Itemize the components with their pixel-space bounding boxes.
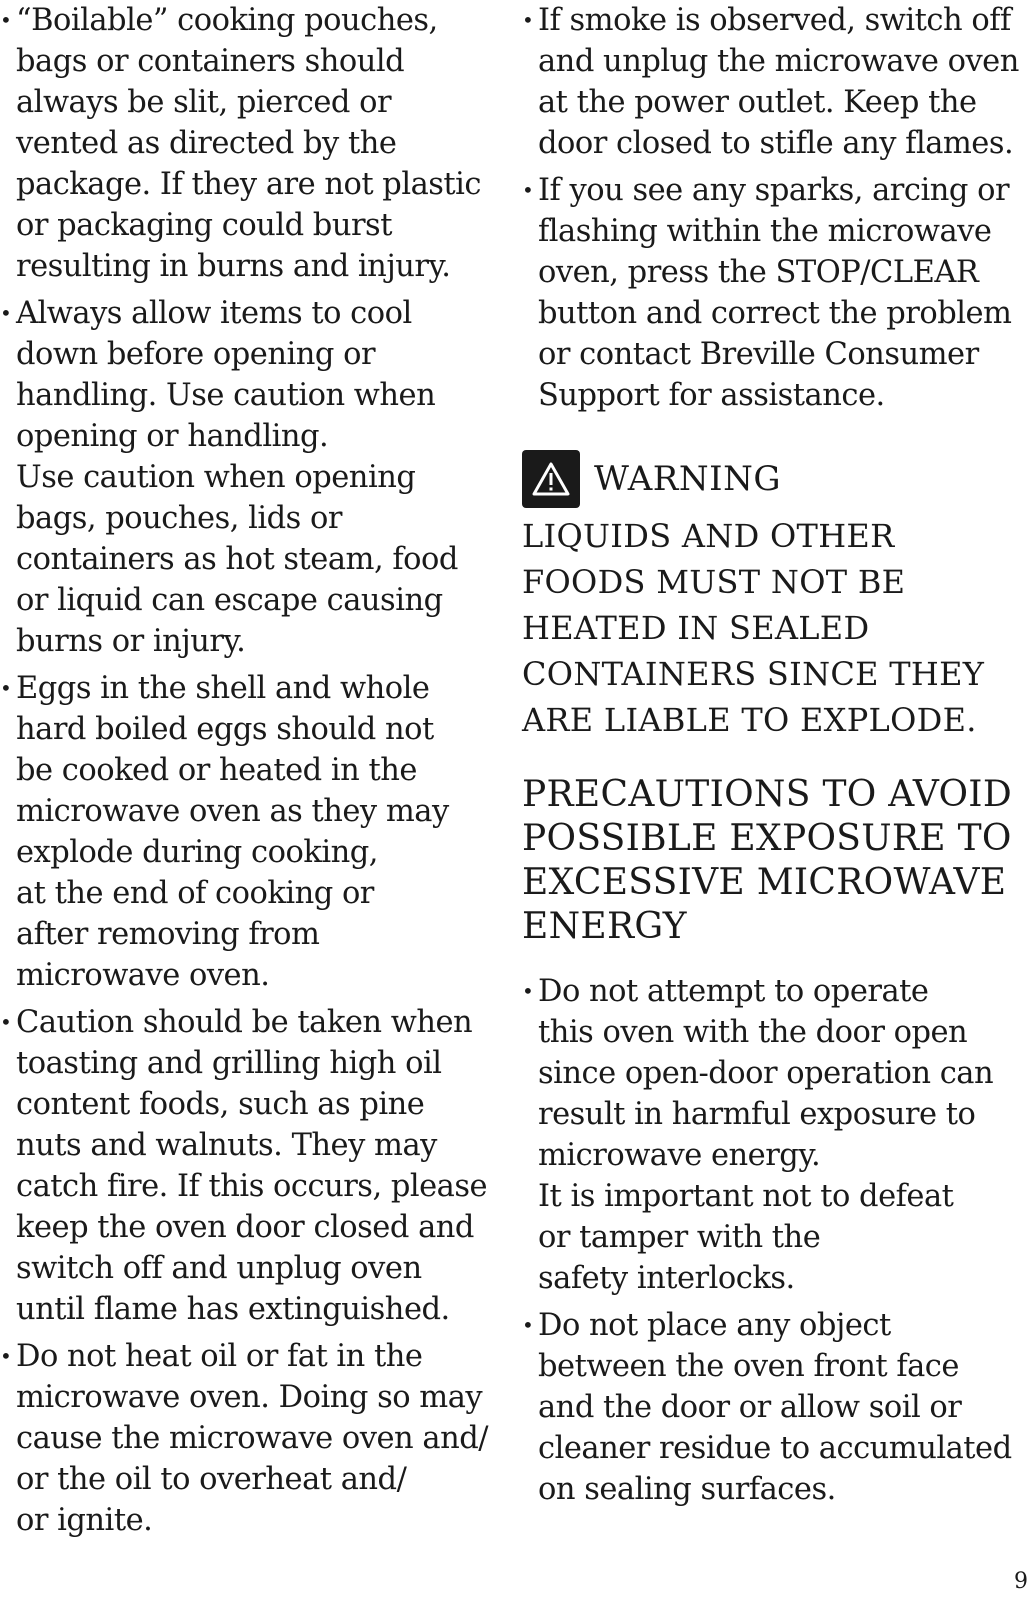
section-title: PRECAUTIONS TO AVOID POSSIBLE EXPOSURE TO EXCESSIVE MICROWAVE ENERGY — [522, 774, 1012, 947]
list-item: • Always allow items to cool down before opening or handling. Use caution when opening or handling. Use caution when opening bags, pouches, lids or containers as hot steam, food or liquid can escape causing burns or injury. — [0, 293, 500, 662]
left-column — [0, 0, 500, 1547]
list-item: • Do not heat oil or fat in the microwave oven. Doing so may cause the microwave oven and/ or the oil to overheat and/ or ignite. — [0, 1336, 500, 1541]
warning-label: WARNING — [594, 459, 781, 499]
list-item: • Do not attempt to operate this oven with the door open since open-door operation can result in harmful exposure to microwave energy. It is important not to defeat or tamper with the safety interlocks. — [522, 971, 1032, 1299]
page-number: 9 — [1014, 1569, 1028, 1594]
list-item: • Do not place any object between the oven front face and the door or allow soil or cleaner residue to accumulated on sealing surfaces. — [522, 1305, 1032, 1510]
warning-triangle-icon — [522, 450, 580, 508]
list-item: • If you see any sparks, arcing or flashing within the microwave oven, press the STOP/CLEAR button and correct the problem or contact Breville Consumer Support for assistance. — [522, 170, 1032, 416]
list-item: • Caution should be taken when toasting and grilling high oil content foods, such as pine nuts and walnuts. They may catch fire. If this occurs, please keep the oven door closed and switch off and unplug oven until flame has extinguished. — [0, 1002, 500, 1330]
list-item: • If smoke is observed, switch off and unplug the microwave oven at the power outlet. Keep the door closed to stifle any flames. — [522, 0, 1032, 164]
list-item: • “Boilable” cooking pouches, bags or containers should always be slit, pierced or vented as directed by the package. If they are not plastic or packaging could burst resulting in burns and injury. — [0, 0, 500, 287]
warning-heading — [522, 449, 1032, 509]
list-item: • Eggs in the shell and whole hard boiled eggs should not be cooked or heated in the microwave oven as they may explode during cooking, at the end of cooking or after removing from microwave oven. — [0, 668, 500, 996]
warning-text: LIQUIDS AND OTHER FOODS MUST NOT BE HEATED IN SEALED CONTAINERS SINCE THEY ARE LIABLE TO EXPLODE. — [522, 517, 985, 739]
right-column — [522, 0, 1032, 1516]
